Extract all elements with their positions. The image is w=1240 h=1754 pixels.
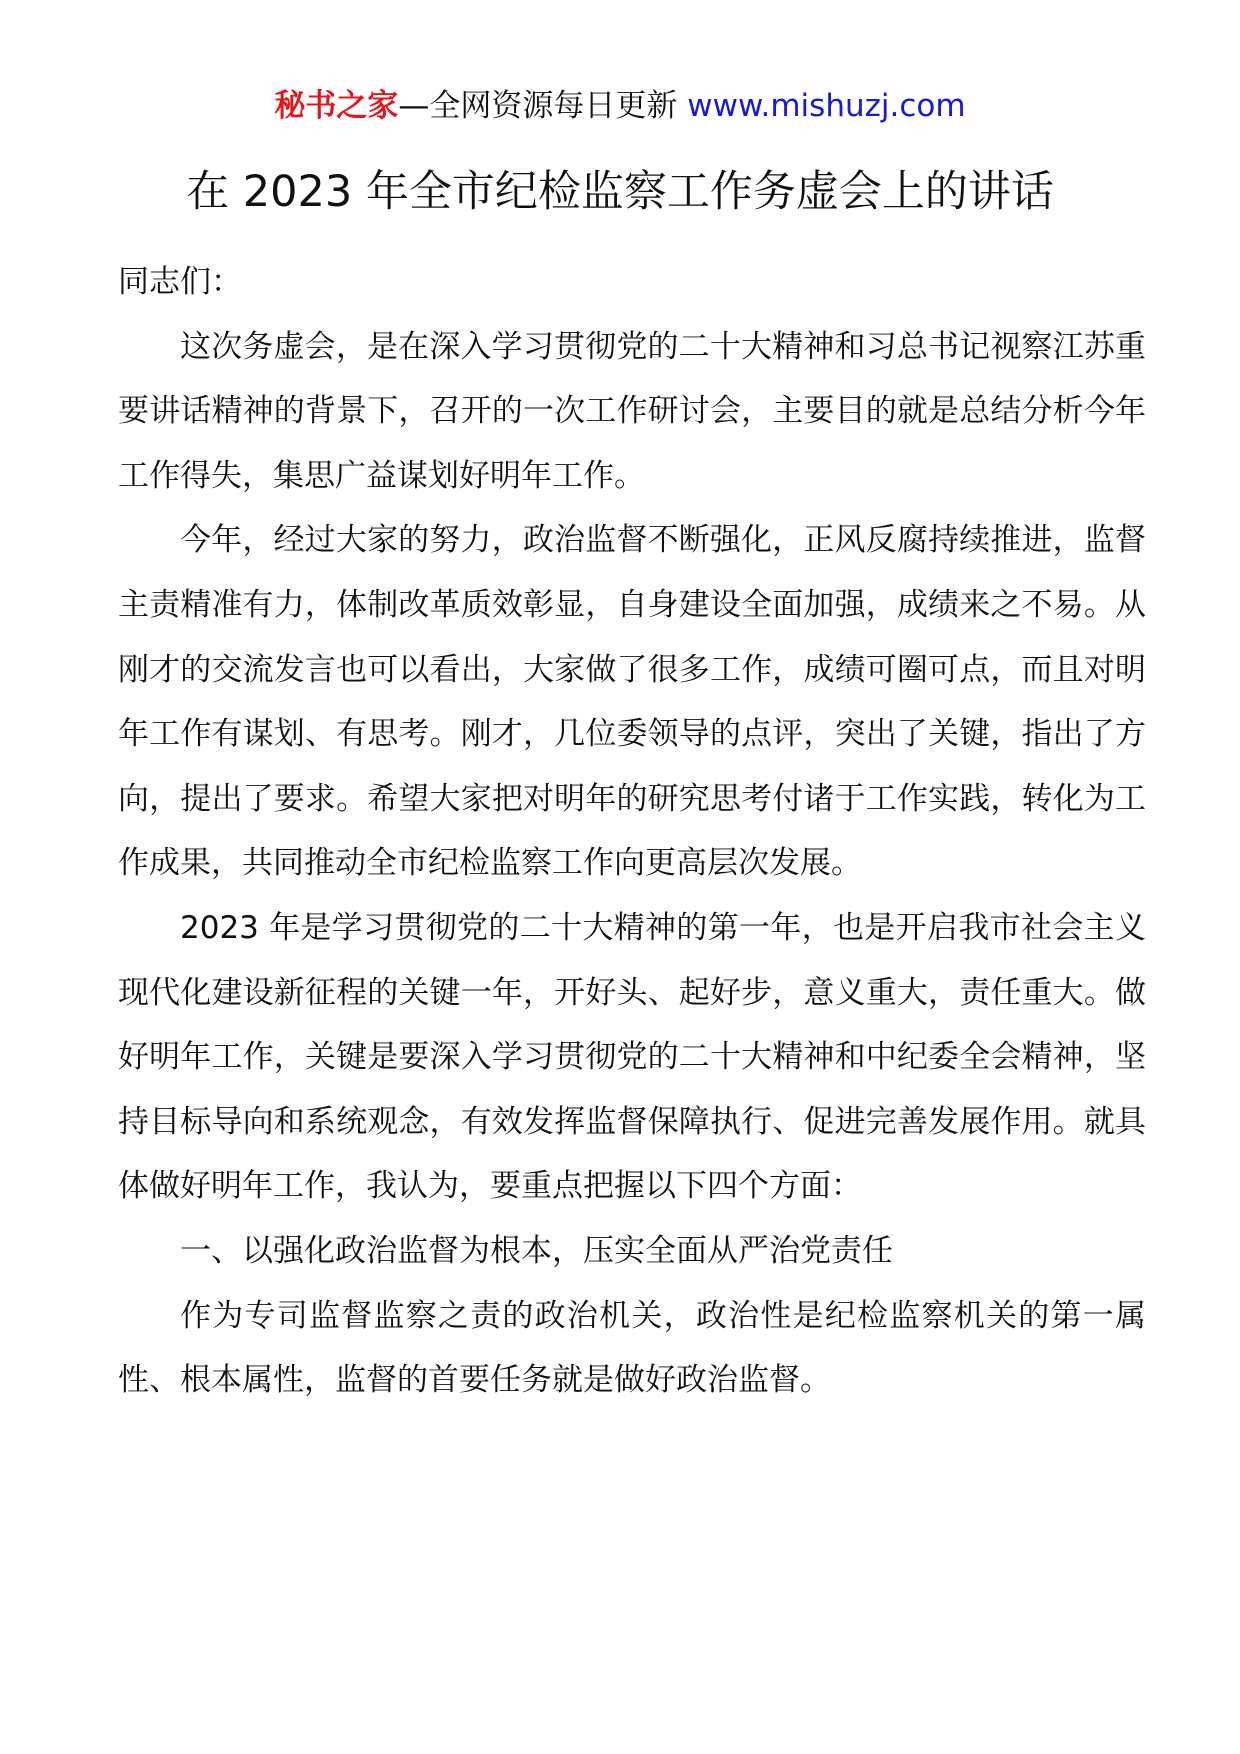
site-brand: 秘书之家 — [274, 88, 399, 124]
section-heading: 一、以强化政治监督为根本，压实全面从严治党责任 — [180, 1232, 893, 1269]
site-banner — [0, 84, 1240, 128]
paragraph: 2023 年是学习贯彻党的二十大精神的第一年，也是开启我市社会主义现代化建设新征程的关键一年，开好头、起好步，意义重大，责任重大。做好明年工作，关键是要深入学习贯彻党的二十大精神和中纪委全会精神，坚持目标导向和系统观念，有效发挥监督保障执行、促进完善发展作用。就具体做好明年工作，我认为，要重点把握以下四个方面： — [118, 909, 1146, 1205]
document-title: 在 2023 年全市纪检监察工作务虚会上的讲话 — [186, 167, 1054, 217]
salutation: 同志们： — [118, 264, 242, 300]
paragraph: 今年，经过大家的努力，政治监督不断强化，正风反腐持续推进，监督主责精准有力，体制改革质效彰显，自身建设全面加强，成绩来之不易。从刚才的交流发言也可以看出，大家做了很多工作，成绩可圈可点，而且对明年工作有谋划、有思考。刚才，几位委领导的点评，突出了关键，指出了方向，提出了要求。希望大家把对明年的研究思考付诸于工作实践，转化为工作成果，共同推动全市纪检监察工作向更高层次发展。 — [118, 522, 1146, 882]
site-url-link[interactable]: www.mishuzj.com — [687, 88, 966, 124]
document-body — [118, 250, 1146, 1413]
paragraph: 这次务虚会，是在深入学习贯彻党的二十大精神和习总书记视察江苏重要讲话精神的背景下，召开的一次工作研讨会，主要目的就是总结分析今年工作得失，集思广益谋划好明年工作。 — [118, 328, 1146, 494]
site-tagline: —全网资源每日更新 — [398, 88, 678, 124]
paragraph: 作为专司监督监察之责的政治机关，政治性是纪检监察机关的第一属性、根本属性，监督的首要任务就是做好政治监督。 — [118, 1297, 1146, 1399]
